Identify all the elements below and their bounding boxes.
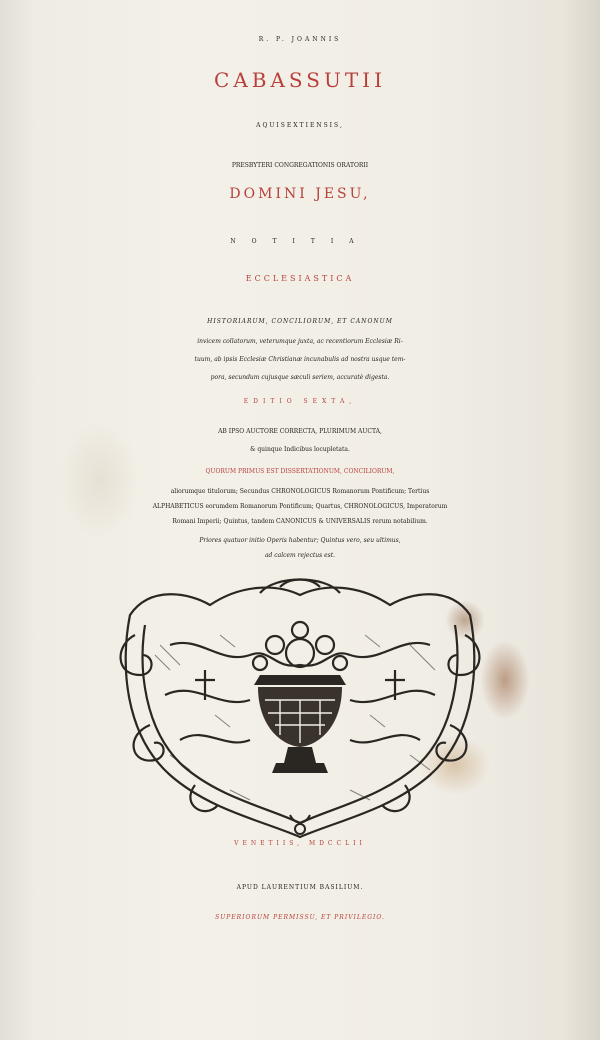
congregation-name: DOMINI JESU, bbox=[229, 186, 371, 202]
title-word-notitia: NOTITIA bbox=[230, 238, 370, 245]
edition-note: & quinque Indicibus locupletata. bbox=[250, 446, 350, 453]
edition: EDITIO SEXTA, bbox=[243, 398, 357, 405]
indices-line: Romani Imperii; Quintus, tandem CANONICUS & UNIVERSALIS rerum notabilium. bbox=[172, 518, 428, 525]
edition-note: AB IPSO AUCTORE CORRECTA, PLURIMUM AUCTA, bbox=[218, 428, 382, 435]
placement-note: Priores quatuor initio Operis habentur; Quintus vero, seu ultimus, bbox=[199, 537, 401, 544]
subtitle-line: HISTORIARUM, CONCILIORUM, ET CANONUM bbox=[207, 318, 393, 325]
author-prefix: R. P. JOANNIS bbox=[258, 36, 342, 43]
subtitle-line: tuum, ab ipsis Ecclesiæ Christianæ incunabulis ad nostra usque tem- bbox=[194, 356, 406, 363]
indices-line: aliorumque titulorum; Secundus CHRONOLOGICUS Romanorum Pontificum; Tertius bbox=[170, 488, 430, 495]
author-name: CABASSUTII bbox=[214, 68, 386, 92]
privilege: SUPERIORUM PERMISSU, ET PRIVILEGIO. bbox=[215, 914, 385, 921]
subtitle-line: pora, secundum cujusque sæculi seriem, accuratè digesta. bbox=[210, 374, 390, 381]
printer-name: APUD LAURENTIUM BASILIUM. bbox=[236, 884, 364, 891]
indices-heading: QUORUM PRIMUS EST DISSERTATIONUM, CONCILIORUM, bbox=[205, 468, 395, 475]
printer-ornament bbox=[110, 575, 490, 840]
placement-note: ad calcem rejectus est. bbox=[264, 552, 336, 559]
title-word-ecclesiastica: ECCLESIASTICA bbox=[245, 274, 355, 283]
indices-line: ALPHABETICUS eorumdem Romanorum Pontificum; Quartus, CHRONOLOGICUS, Imperatorum bbox=[152, 503, 448, 510]
author-origin: AQUISEXTIENSIS, bbox=[256, 122, 344, 129]
subtitle-line: invicem collatorum, veterumque juxta, ac recentiorum Ecclesiæ Ri- bbox=[197, 338, 403, 345]
ornament-vignette bbox=[110, 575, 490, 840]
imprint-place-date: VENETIIS, MDCCLII bbox=[234, 840, 366, 847]
author-role: PRESBYTERI CONGREGATIONIS ORATORII bbox=[231, 162, 369, 169]
